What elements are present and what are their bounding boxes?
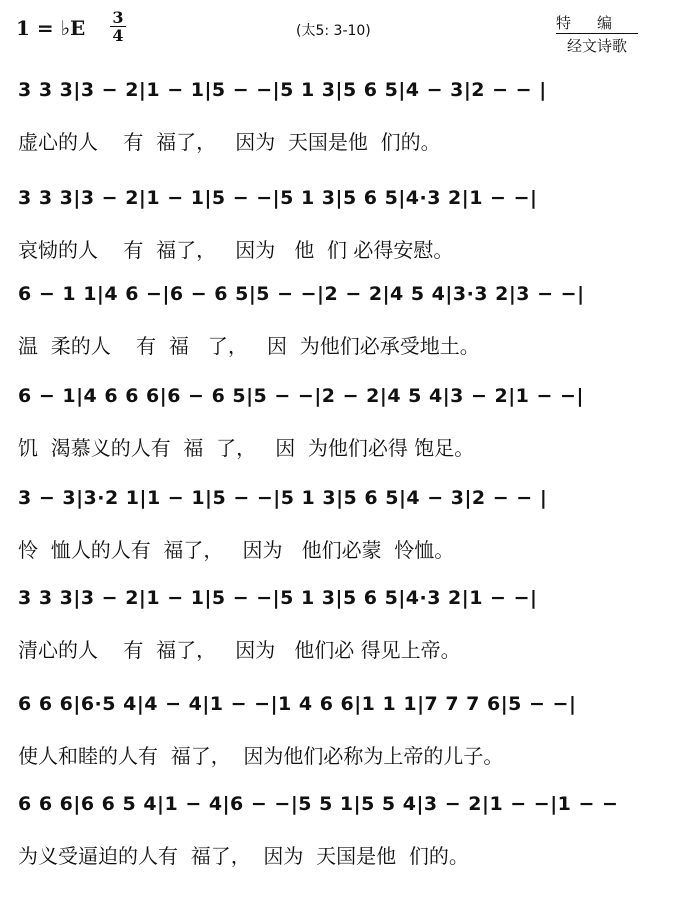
author-line-1: 特编 [556, 14, 639, 32]
notation-line: 3 3 3|3 − 2|1 − 1|5 − −|5 1 3|5 6 5|4 − 3|2 − − | [18, 79, 547, 101]
lyrics-line: 饥 渴慕义的人有 福 了， 因 为他们必得 饱足。 [18, 436, 475, 460]
stanza-4 [0, 378, 674, 488]
lyrics-line: 使人和睦的人有 福了， 因为他们必称为上帝的儿子。 [18, 744, 504, 768]
notation-line: 6 6 6|6 6 5 4|1 − 4|6 − −|5 5 1|5 5 4|3 − 2|1 − −|1 − − [18, 793, 619, 815]
time-denominator: 4 [112, 26, 124, 45]
lyrics-line: 清心的人 有 福了， 因为 他们必 得见上帝。 [18, 638, 461, 662]
stanza-1 [0, 72, 674, 182]
author-line-2: 经文诗歌 [567, 37, 628, 55]
stanza-3 [0, 276, 674, 386]
key-signature: 1 = ♭E [16, 16, 86, 40]
time-signature [110, 10, 126, 43]
notation-line: 3 3 3|3 − 2|1 − 1|5 − −|5 1 3|5 6 5|4·3 2|1 − −| [18, 587, 538, 609]
notation-line: 6 − 1|4 6 6 6|6 − 6 5|5 − −|2 − 2|4 5 4|3 − 2|1 − −| [18, 385, 584, 407]
notation-line: 6 − 1 1|4 6 −|6 − 6 5|5 − −|2 − 2|4 5 4|3·3 2|3 − −| [18, 283, 585, 305]
lyrics-line: 为义受逼迫的人有 福了， 因为 天国是他 们的。 [18, 844, 469, 868]
stanza-6 [0, 580, 674, 690]
stanza-7 [0, 686, 674, 796]
stanza-2 [0, 180, 674, 290]
stanza-8 [0, 786, 674, 896]
notation-line: 3 − 3|3·2 1|1 − 1|5 − −|5 1 3|5 6 5|4 − 3|2 − − | [18, 487, 548, 509]
notation-line: 3 3 3|3 − 2|1 − 1|5 − −|5 1 3|5 6 5|4·3 2|1 − −| [18, 187, 538, 209]
stanza-5 [0, 480, 674, 590]
notation-line: 6 6 6|6·5 4|4 − 4|1 − −|1 4 6 6|1 1 1|7 7 7 6|5 − −| [18, 693, 577, 715]
lyrics-line: 哀恸的人 有 福了， 因为 他 们 必得安慰。 [18, 238, 454, 262]
lyrics-line: 温 柔的人 有 福 了， 因 为他们必承受地土。 [18, 334, 480, 358]
score-header [0, 0, 674, 60]
lyrics-line: 怜 恤人的人有 福了， 因为 他们必蒙 怜恤。 [18, 538, 455, 562]
lyrics-line: 虚心的人 有 福了， 因为 天国是他 们的。 [18, 130, 441, 154]
author-credit [556, 12, 638, 56]
scripture-reference: (太5: 3-10) [296, 23, 371, 39]
time-numerator: 3 [112, 8, 124, 27]
